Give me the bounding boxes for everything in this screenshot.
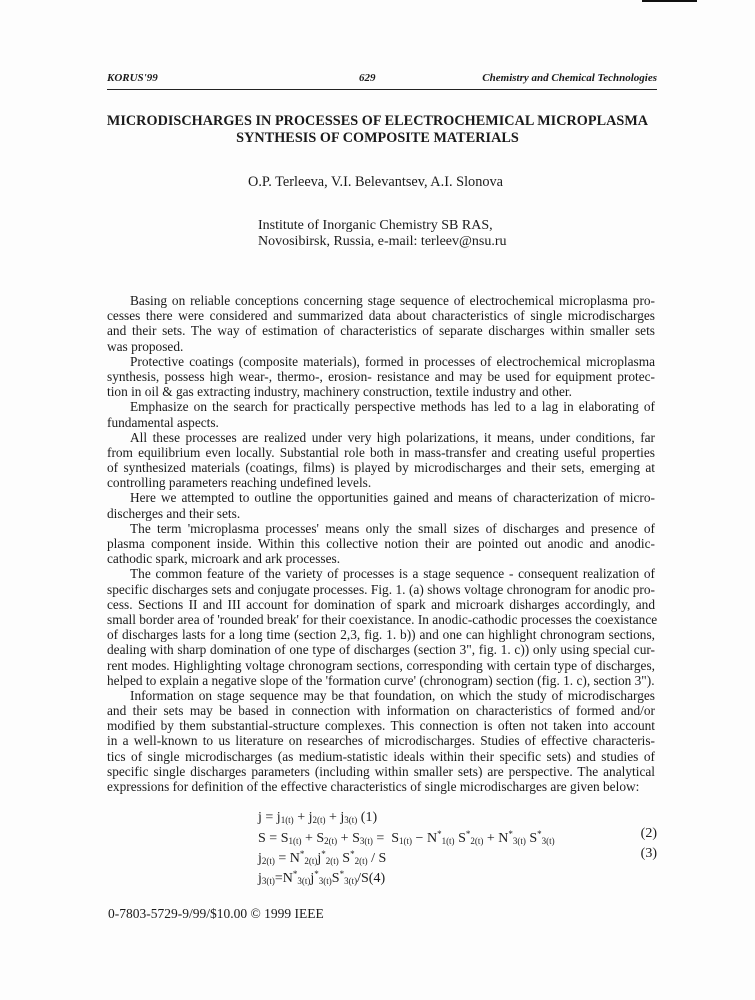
- body-line: synthesis, possess high wear-, thermo-, erosion- resistance and may be used for equipment protec-: [107, 368, 655, 384]
- body-line: of discharges lasts for a long time (section 2,3, fig. 1. b)) and one can highlight chronogram sections,: [107, 627, 655, 643]
- eq1-sub: 1(t): [280, 815, 294, 825]
- eq2-sub: 2(t): [324, 836, 338, 846]
- page-number: 629: [359, 72, 376, 84]
- body-line: The common feature of the variety of processes is a stage sequence - consequent realization of: [130, 566, 655, 582]
- eq2-sub: 1(t): [399, 836, 413, 846]
- eq4-sub: 3(t): [261, 876, 275, 886]
- body-line: helped to explain a negative slope of the 'formation curve' (chronogram) section (fig. 1. c), section 3").: [107, 672, 655, 688]
- eq2-sub: 3(t): [359, 836, 373, 846]
- eq1-term: j: [308, 810, 313, 825]
- body-line: and their sets. The way of estimation of characteristics of separate discharges within smaller sets: [107, 323, 655, 339]
- eq3-sub: 2(t): [304, 856, 318, 866]
- paper-title: [90, 113, 665, 147]
- eq4-sub: 3(t): [318, 876, 332, 886]
- body-line: and their sets may be based in connection with information on characteristics of formed and/or: [107, 703, 655, 719]
- eq2-sub: 3(t): [512, 836, 526, 846]
- body-line: Protective coatings (composite materials), formed in processes of electrochemical microplasma: [130, 353, 655, 369]
- body-line: All these processes are realized under very high polarizations, it means, under conditions, far: [130, 429, 655, 445]
- eq1-term: j: [276, 810, 281, 825]
- body-line: controlling parameters reaching undefined levels.: [107, 475, 372, 491]
- copyright-line: 0-7803-5729-9/99/$10.00 © 1999 IEEE: [108, 906, 324, 921]
- eq4-number: (4): [368, 871, 386, 886]
- eq3-sub: 2(t): [325, 856, 339, 866]
- eq1-sub: 2(t): [312, 815, 326, 825]
- body-line: was proposed.: [107, 338, 184, 354]
- eq2-sub: 1(t): [441, 836, 455, 846]
- eq2-lhs: S: [258, 831, 266, 846]
- equations-block: [258, 810, 658, 886]
- header-rule: [107, 89, 657, 90]
- eq1-number: (1): [360, 810, 378, 825]
- eq2-sub: 2(t): [470, 836, 484, 846]
- body-line: of synthesized materials (coatings, films) is played by microdischarges and their sets, emerging at: [107, 460, 655, 476]
- eq2-sub: 1(t): [288, 836, 302, 846]
- equation-1: $j = j_{1(t)} + j_{2(t)} + j_{3(t)}$ (1): [258, 810, 378, 825]
- body-line: cess. Sections II and III account for domination of spark and microark disharges accordingly, and: [107, 596, 655, 612]
- running-header: [107, 72, 657, 88]
- eq1-term: j: [340, 810, 345, 825]
- body-line: tion in oil & gas extracting industry, machinery construction, textile industry and other.: [107, 384, 572, 400]
- body-line: Emphasize on the search for practically perspective methods has led to a lag in elaborating of: [130, 399, 655, 415]
- conference-name: KORUS'99: [107, 72, 158, 84]
- eq2-sub: 3(t): [541, 836, 555, 846]
- body-text: [107, 293, 658, 794]
- body-line: rent modes. Highlighting voltage chronogram sections, corresponding with certain type of discharges,: [107, 657, 655, 673]
- body-line: cathodic spark, microark and ark processes.: [107, 551, 341, 567]
- eq4-sub: 3(t): [297, 876, 311, 886]
- body-line: modified by them substantial-structure complexes. This connection is often not taken into account: [107, 718, 655, 734]
- body-line: cesses there were considered and summarized data about characteristics of single microdischarges: [107, 308, 655, 324]
- affiliation: [258, 218, 507, 250]
- body-line: plasma component inside. Within this collective notion their are pointed out anodic and anodic-: [107, 536, 655, 551]
- body-line: discherges and their sets.: [107, 505, 241, 521]
- eq2-number: (2): [640, 826, 657, 841]
- body-line: small border area of 'rounded break' for their coexistance. In anodic-cathodic processes the coexistance: [107, 611, 658, 627]
- scan-artifact-bar: [642, 0, 697, 2]
- body-line: in a well-known to us literature on researches of microdischarges. Studies of effective characteris-: [107, 733, 655, 749]
- equation-4: $j_{3(t)}=N^*_{3(t)}j^*_{3(t)}S^*_{3(t)}/S(4)$: [258, 869, 386, 886]
- body-line: specific single discharges parameters (including within smaller sets) are perspective. The analytical: [107, 763, 655, 779]
- section-name: Chemistry and Chemical Technologies: [482, 72, 657, 84]
- affiliation-line-1: Institute of Inorganic Chemistry SB RAS,: [258, 218, 493, 233]
- body-line: Information on stage sequence may be that foundation, on which the study of microdischarges: [130, 687, 655, 703]
- body-line: fundamental aspects.: [107, 414, 219, 430]
- eq1-lhs: j: [258, 810, 262, 825]
- eq3-sub: 2(t): [261, 856, 275, 866]
- body-line: tics of single microdischarges (as medium-statistic ideals within their specific sets) and studies of: [107, 748, 655, 764]
- equation-3: $j_{2(t)} = N^*_{2(t)}j^*_{2(t)}$ $S^*_{2(t)}$ / S (3): [258, 846, 657, 866]
- eq1-sub: 3(t): [344, 815, 358, 825]
- equation-2: $S = S_{1(t)} + S_{2(t)} + S_{3(t)} = S_{1(t)} - N^*_{1(t)}$ $S^*_{2(t)} + N^*_{3(t)}$ $S^*_{3(t)}$ (2): [258, 826, 657, 846]
- body-line: specific discharges sets and conjugate processes. Fig. 1. (a) shows voltage chronogram for anodic pro-: [107, 581, 655, 597]
- body-line: Here we attempted to outline the opportunities gained and means of characterization of micro-: [130, 490, 655, 506]
- body-line: dealing with sharp domination of one type of discharges (section 3", fig. 1. c)) only using special cur-: [107, 642, 655, 658]
- eq3-sub: 2(t): [354, 856, 368, 866]
- eq3-number: (3): [640, 846, 657, 861]
- eq4-sub: 3(t): [344, 876, 358, 886]
- affiliation-line-2: Novosibirsk, Russia, e-mail: terleev@nsu.ru: [258, 234, 507, 249]
- author-list: O.P. Terleeva, V.I. Belevantsev, A.I. Slonova: [248, 174, 503, 190]
- body-line: The term 'microplasma processes' means only the small sizes of discharges and presence of: [130, 520, 655, 536]
- title-line-2: SYNTHESIS OF COMPOSITE MATERIALS: [236, 130, 519, 146]
- body-line: from equilibrium even locally. Substantial role both in mass-transfer and creating useful properties: [107, 444, 655, 460]
- title-line-1: MICRODISCHARGES IN PROCESSES OF ELECTROCHEMICAL MICROPLASMA: [106, 113, 649, 129]
- body-line: Basing on reliable conceptions concerning stage sequence of electrochemical microplasma pro-: [130, 293, 655, 308]
- body-line: expressions for definition of the effective characteristics of single microdischarges are given below:: [107, 779, 640, 794]
